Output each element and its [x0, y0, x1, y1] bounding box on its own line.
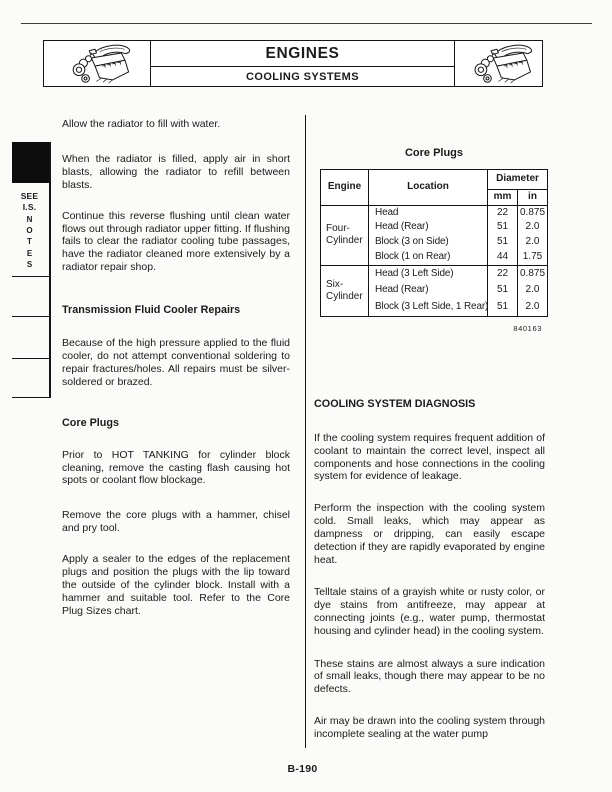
- header-titles: [151, 41, 454, 86]
- cell-mm: 22: [488, 205, 518, 220]
- section-heading-transmission-fluid-cooler-repairs: Transmission Fluid Cooler Repairs: [62, 304, 241, 317]
- cell-in: 2.0: [518, 235, 548, 250]
- top-rule: [21, 23, 592, 24]
- header-right-panel: [454, 41, 542, 86]
- paragraph: Perform the inspection with the cooling system cold. Small leaks, which may appear as dampness or dripping, can easily escape detection if they are rapidly evaporated by engine heat.: [314, 502, 545, 566]
- left-column: [62, 118, 290, 618]
- sidebar-letter: E: [26, 248, 33, 258]
- sidebar-see-is-label: [10, 191, 49, 212]
- cell-in: 1.75: [518, 250, 548, 265]
- cell-in: 2.0: [518, 220, 548, 235]
- cell-location: Head (Rear): [369, 282, 488, 299]
- sidebar-tick: [12, 397, 50, 398]
- sidebar-letter: S: [26, 259, 33, 269]
- cell-engine-group: Four-Cylinder: [321, 205, 369, 265]
- section-heading-core-plugs: Core Plugs: [62, 416, 119, 429]
- cell-mm: 51: [488, 282, 518, 299]
- cell-in: 2.0: [518, 282, 548, 299]
- paragraph: Remove the core plugs with a hammer, chisel and pry tool.: [62, 509, 290, 535]
- cell-engine-group: Six-Cylinder: [321, 265, 369, 316]
- paragraph: If the cooling system requires frequent addition of coolant to maintain the correct level, inspect all components and hose connections in the cooling system for evidence of leakage.: [314, 431, 545, 483]
- figure-number: 840163: [513, 323, 542, 333]
- col-header-mm: mm: [488, 189, 518, 205]
- paragraph: Allow the radiator to fill with water.: [62, 118, 221, 130]
- sidebar-notes-label: [10, 214, 49, 270]
- column-divider-rule: [305, 115, 306, 748]
- table-title: Core Plugs: [404, 147, 464, 159]
- table-header-row: [321, 169, 548, 189]
- cell-mm: 51: [488, 220, 518, 235]
- engine-icon: [46, 42, 148, 84]
- cell-location: Head: [369, 205, 488, 220]
- right-column: [314, 147, 545, 741]
- cell-location: Block (3 Left Side, 1 Rear): [369, 299, 488, 316]
- col-header-diameter: Diameter: [488, 169, 548, 189]
- sidebar-is: I.S.: [22, 201, 37, 212]
- cell-in: 0.875: [518, 265, 548, 282]
- paragraph: Prior to HOT TANKING for cylinder block cleaning, remove the casting flash causing hot spots or coolant flow blockage.: [62, 448, 290, 487]
- paragraph: Continue this reverse flushing until clean water flows out through radiator upper fitting. If flushing fails to clear the radiator cooling tube passages, have the radiator cleaned more extensively by a radiator repair shop.: [62, 209, 290, 274]
- paragraph: Telltale stains of a grayish white or rusty color, or dye stains from antifreeze, may appear at connecting joints (e.g., water pump, thermostat housing and cylinder head) in the cooling system.: [314, 585, 545, 637]
- sidebar-letter: O: [26, 226, 33, 236]
- cell-location: Head (Rear): [369, 220, 488, 235]
- page-title: ENGINES: [151, 41, 454, 67]
- col-header-in: in: [518, 189, 548, 205]
- cell-mm: 51: [488, 299, 518, 316]
- cell-in: 0.875: [518, 205, 548, 220]
- core-plugs-table: [320, 169, 548, 317]
- col-header-location: Location: [369, 169, 488, 205]
- sidebar-letter: N: [26, 215, 33, 224]
- cell-location: Block (3 on Side): [369, 235, 488, 250]
- sidebar-tick: [12, 358, 50, 359]
- paragraph: Apply a sealer to the edges of the replacement plugs and position the plugs with the lip toward the outside of the cylinder block. Install with a hammer and suitable tool. Refer to the Core Plug Sizes chart.: [62, 553, 290, 617]
- paragraph: When the radiator is filled, apply air in short blasts, allowing the radiator to refill between blasts.: [62, 152, 290, 191]
- page-number: B-190: [287, 763, 318, 775]
- sidebar-tick: [12, 316, 50, 317]
- table-row: [321, 205, 548, 220]
- sidebar-letter: T: [27, 237, 32, 247]
- cell-in: 2.0: [518, 299, 548, 316]
- cell-location: Block (1 on Rear): [369, 250, 488, 265]
- sidebar-see: SEE: [20, 191, 39, 201]
- paragraph: Air may be drawn into the cooling system through incomplete sealing at the water pump: [314, 715, 545, 741]
- sidebar-black-marker: [12, 142, 50, 183]
- col-header-engine: Engine: [321, 169, 369, 205]
- page-subtitle: COOLING SYSTEMS: [246, 70, 359, 83]
- cell-location: Head (3 Left Side): [369, 265, 488, 282]
- sidebar-tick: [12, 276, 50, 277]
- sidebar-vertical-rule: [49, 142, 51, 398]
- table-row: [321, 265, 548, 282]
- cell-mm: 51: [488, 235, 518, 250]
- paragraph: Because of the high pressure applied to the fluid cooler, do not attempt conventional soldering to repair fractures/holes. All repairs must be silver-soldered or brazed.: [62, 337, 290, 388]
- cell-mm: 22: [488, 265, 518, 282]
- cell-mm: 44: [488, 250, 518, 265]
- engine-icon: [457, 42, 541, 84]
- paragraph: These stains are almost always a sure indication of small leaks, though there may appear to be no defects.: [314, 657, 545, 696]
- section-heading-cooling-system-diagnosis: COOLING SYSTEM DIAGNOSIS: [314, 397, 476, 410]
- header-left-panel: [44, 41, 151, 86]
- page-header-banner: [43, 40, 543, 87]
